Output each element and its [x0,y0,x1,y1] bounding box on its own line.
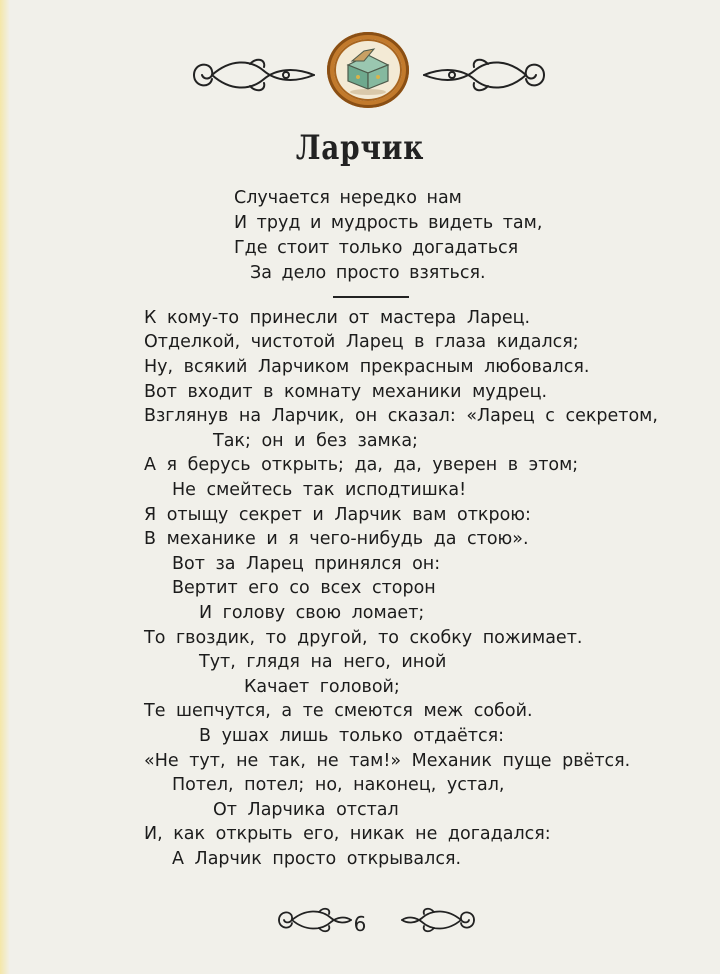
poem-line: Не смейтесь так исподтишка! [172,480,467,500]
poem-title: Ларчик [295,128,425,168]
poem-line: И, как открыть его, никак не догадался: [144,824,551,844]
poem-line: То гвоздик, то другой, то скобку пожимает. [144,628,583,648]
section-divider [333,296,409,298]
poem-line: Так; он и без замка; [213,431,418,451]
medallion-inner [334,39,402,101]
poem-line: К кому-то принесли от мастера Ларец. [144,308,531,328]
epigraph-line: За дело просто взяться. [250,263,486,283]
poem-line: Ну, всякий Ларчиком прекрасным любовался. [144,357,590,377]
poem-line: Вот за Ларец принялся он: [172,554,441,574]
chest-medallion [327,32,409,108]
poem-line: А я берусь открыть; да, да, уверен в этом; [144,455,579,475]
poem-line: В ушах лишь только отдаётся: [199,726,504,746]
swirl-ornament-icon [190,55,318,95]
epigraph-line: И труд и мудрость видеть там, [234,213,543,233]
poem-line: Вот входит в комнату механики мудрец. [144,382,548,402]
swirl-ornament-icon [420,55,548,95]
poem-line: Те шепчутся, а те смеются меж собой. [144,701,533,721]
poem-line: От Ларчика отстал [213,800,399,820]
poem-line: Я отыщу секрет и Ларчик вам открою: [144,505,531,525]
poem-line: Взглянув на Ларчик, он сказал: «Ларец с секретом, [144,406,658,426]
poem-line: Тут, глядя на него, иной [199,652,447,672]
poem-line: Потел, потел; но, наконец, устал, [172,775,505,795]
poem-line: А Ларчик просто открывался. [172,849,462,869]
poem-line: Отделкой, чистотой Ларец в глаза кидался; [144,332,579,352]
page-edge [0,0,10,974]
poem-line: В механике и я чего-нибудь да стою». [144,529,529,549]
epigraph-line: Где стоит только догадаться [234,238,519,258]
page-number: 6 [353,912,367,936]
poem-line: «Не тут, не так, не там!» Механик пуще рвётся. [144,751,631,771]
poem-line: Вертит его со всех сторон [172,578,436,598]
poem-line: Качает головой; [244,677,400,697]
chest-medallion-icon [334,39,402,101]
epigraph-line: Случается нередко нам [234,188,462,208]
poem-line: И голову свою ломает; [199,603,425,623]
